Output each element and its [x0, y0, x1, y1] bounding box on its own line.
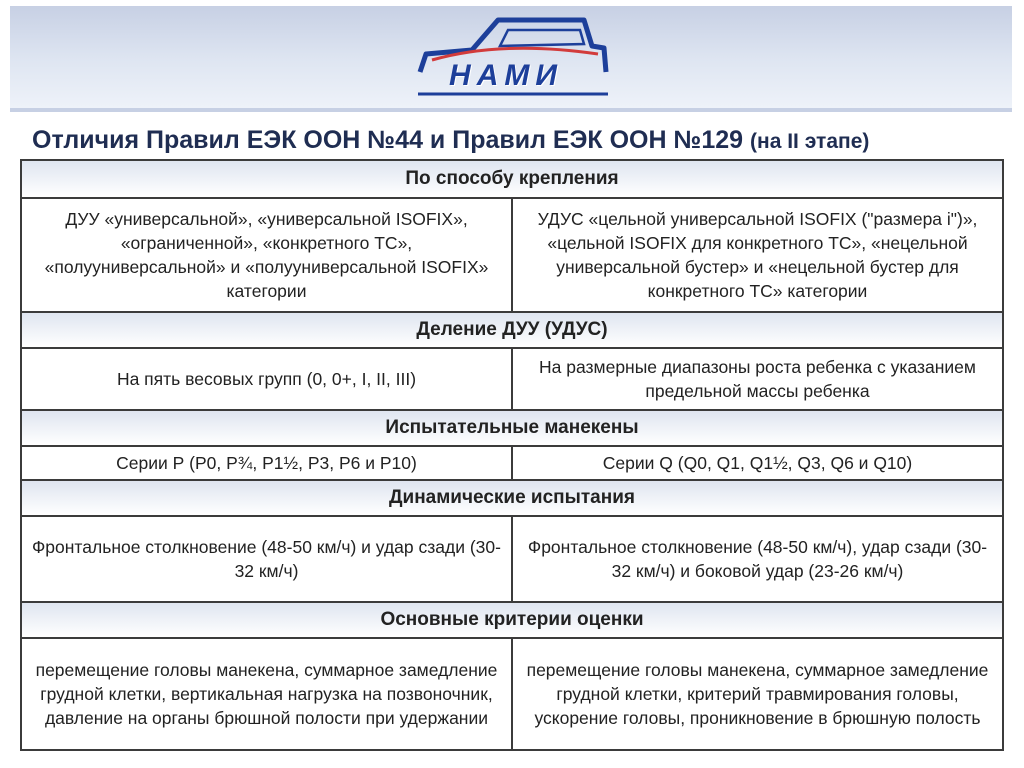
- page-title: [32, 126, 1012, 155]
- logo-text: НАМИ: [449, 59, 563, 92]
- page-title-suffix: (на II этапе): [750, 130, 870, 153]
- comparison-row: [22, 347, 1002, 409]
- cell-r129: Фронтальное столкновение (48-50 км/ч), удар сзади (30-32 км/ч) и боковой удар (23-26 км/ч): [527, 537, 988, 581]
- cell-r44: Серии Р (Р0, Р¾, Р1½, Р3, Р6 и Р10): [22, 447, 513, 479]
- section-heading-label: По способу крепления: [405, 168, 619, 189]
- section-heading: [22, 601, 1002, 637]
- cell-r129: перемещение головы манекена, суммарное замедление грудной клетки, критерий травмирования головы, ускорение головы, проникновение в брюшную полость: [526, 660, 989, 728]
- title-divider: [10, 108, 1012, 112]
- cell-r129: На размерные диапазоны роста ребенка с указанием предельной массы ребенка: [539, 357, 976, 401]
- cell-r44: ДУУ «универсальной», «универсальной ISOFIX», «ограниченной», «конкретного ТС», «полууниверсальной» и «полууниверсальной ISOFIX» категории: [22, 199, 513, 311]
- section-heading: [22, 409, 1002, 445]
- cell-r44: На пять весовых групп (0, 0+, I, II, III): [22, 349, 513, 409]
- section-heading-label: Испытательные манекены: [385, 417, 639, 438]
- comparison-row: [22, 515, 1002, 601]
- section-heading: [22, 161, 1002, 197]
- section-heading-label: Основные критерии оценки: [380, 609, 644, 630]
- section-heading-label: Динамические испытания: [388, 487, 635, 508]
- cell-r129: Серии Q (Q0, Q1, Q1½, Q3, Q6 и Q10): [602, 453, 913, 473]
- comparison-table: [20, 159, 1004, 751]
- cell-r44: Фронтальное столкновение (48-50 км/ч) и удар сзади (30-32 км/ч): [22, 517, 513, 601]
- comparison-row: [22, 637, 1002, 749]
- section-heading: [22, 479, 1002, 515]
- section-heading-label: Деление ДУУ (УДУС): [416, 319, 608, 340]
- section-heading: [22, 311, 1002, 347]
- page-title-main: Отличия Правил ЕЭК ООН №44 и Правил ЕЭК ООН №129: [32, 126, 744, 154]
- comparison-row: [22, 197, 1002, 311]
- comparison-row: [22, 445, 1002, 479]
- cell-r44: перемещение головы манекена, суммарное замедление грудной клетки, вертикальная нагрузка на позвоночник, давление на органы брюшной полости при удержании: [22, 639, 513, 749]
- cell-r129: УДУС «цельной универсальной ISOFIX ("размера i")», «цельной ISOFIX для конкретного ТС», «нецельной универсальной бустер» и «нецельной бустер для конкретного ТС» категории: [537, 209, 978, 301]
